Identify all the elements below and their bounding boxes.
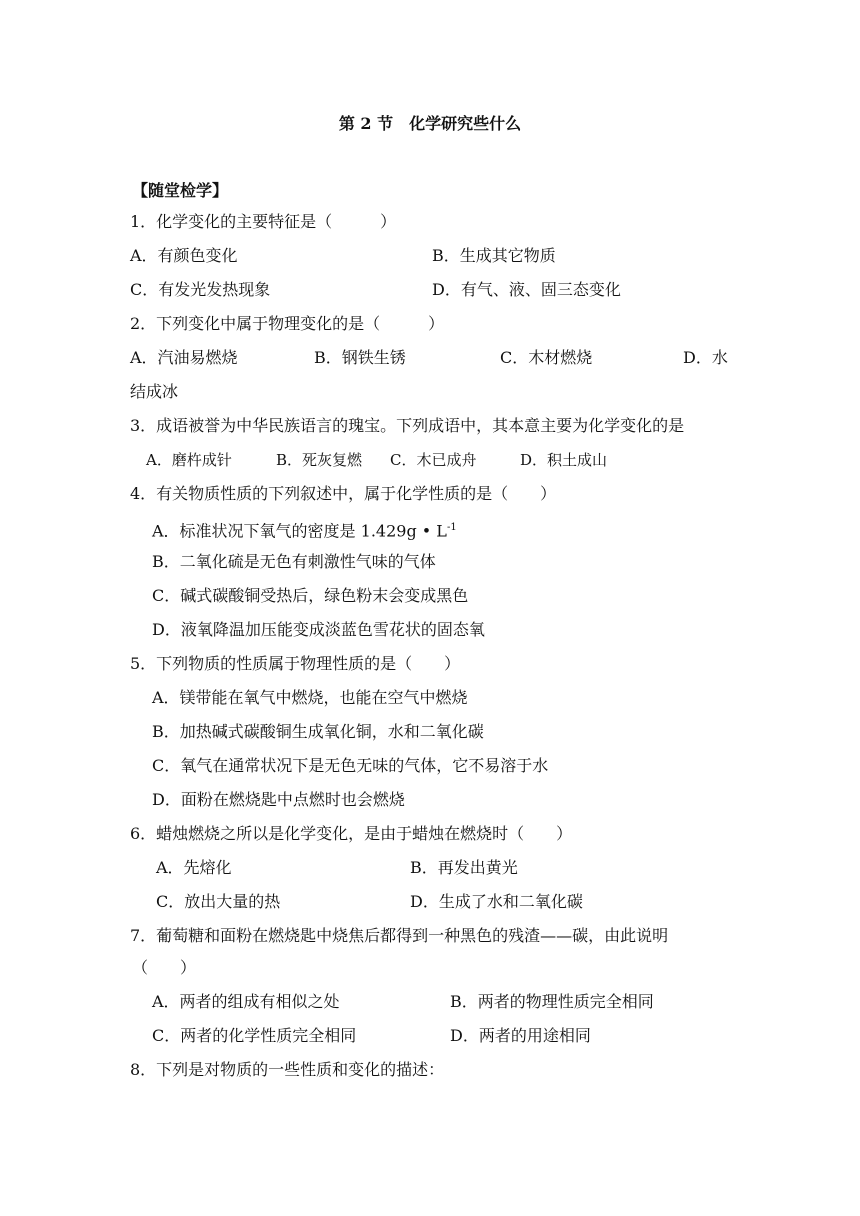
question-4-option-c: C．碱式碳酸铜受热后，绿色粉末会变成黑色: [152, 586, 469, 605]
question-5-option-b: B．加热碱式碳酸铜生成氧化铜，水和二氧化碳: [152, 722, 484, 741]
question-4-option-a-text: A．标准状况下氧气的密度是 1.429g • L: [152, 521, 447, 541]
question-1-option-d: D．有气、液、固三态变化: [432, 280, 621, 299]
question-7-option-b: B．两者的物理性质完全相同: [450, 992, 654, 1011]
question-5-option-d: D．面粉在燃烧匙中点燃时也会燃烧: [152, 790, 405, 809]
question-7-option-d: D．两者的用途相同: [450, 1026, 591, 1045]
page-title: 第 2 节 化学研究些什么: [338, 114, 522, 133]
question-2-wrap: 结成冰: [130, 382, 179, 401]
question-7-option-c: C．两者的化学性质完全相同: [152, 1026, 357, 1045]
question-4-stem: 4．有关物质性质的下列叙述中，属于化学性质的是（ ）: [130, 484, 557, 503]
question-1-option-c: C．有发光发热现象: [130, 280, 271, 299]
question-6-option-a: A．先熔化: [156, 858, 232, 877]
question-2-option-b: B．钢铁生锈: [314, 348, 406, 367]
question-6-option-c: C．放出大量的热: [156, 892, 281, 911]
question-7-stem: 7．葡萄糖和面粉在燃烧匙中烧焦后都得到一种黑色的残渣——碳，由此说明: [130, 926, 669, 945]
question-3-option-c: C．木已成舟: [390, 451, 477, 469]
question-4-option-b: B．二氧化硫是无色有刺激性气味的气体: [152, 552, 436, 571]
question-8-stem: 8．下列是对物质的一些性质和变化的描述：: [130, 1060, 445, 1079]
question-1-option-a: A．有颜色变化: [130, 246, 238, 265]
question-1-option-b: B．生成其它物质: [432, 246, 556, 265]
question-2-option-d: D．水: [683, 348, 728, 367]
question-6-option-d: D．生成了水和二氧化碳: [410, 892, 583, 911]
question-2-stem: 2．下列变化中属于物理变化的是（ ）: [130, 314, 445, 333]
question-5-stem: 5．下列物质的性质属于物理性质的是（ ）: [130, 654, 461, 673]
question-6-option-b: B．再发出黄光: [410, 858, 518, 877]
question-2-option-c: C．木材燃烧: [500, 348, 593, 367]
question-4-option-a-superscript: -1: [446, 522, 457, 533]
section-heading: 【随堂检学】: [132, 181, 229, 200]
question-3-option-b: B．死灰复燃: [276, 451, 363, 469]
question-7-option-a: A．两者的组成有相似之处: [152, 992, 340, 1011]
question-3-stem: 3．成语被誉为中华民族语言的瑰宝。下列成语中，其本意主要为化学变化的是: [130, 416, 685, 435]
question-3-option-a: A．磨杵成针: [146, 451, 232, 469]
question-6-stem: 6．蜡烛燃烧之所以是化学变化，是由于蜡烛在燃烧时（ ）: [130, 824, 573, 843]
question-5-option-a: A．镁带能在氧气中燃烧，也能在空气中燃烧: [152, 688, 468, 707]
question-4-option-d: D．液氧降温加压能变成淡蓝色雪花状的固态氧: [152, 620, 485, 639]
question-5-option-c: C．氧气在通常状况下是无色无味的气体，它不易溶于水: [152, 756, 549, 775]
question-1-stem: 1．化学变化的主要特征是（ ）: [130, 212, 397, 231]
question-2-option-a: A．汽油易燃烧: [130, 348, 238, 367]
question-7-wrap: （ ）: [132, 958, 197, 977]
question-3-option-d: D．积土成山: [520, 451, 608, 469]
question-4-option-a: [152, 518, 457, 541]
